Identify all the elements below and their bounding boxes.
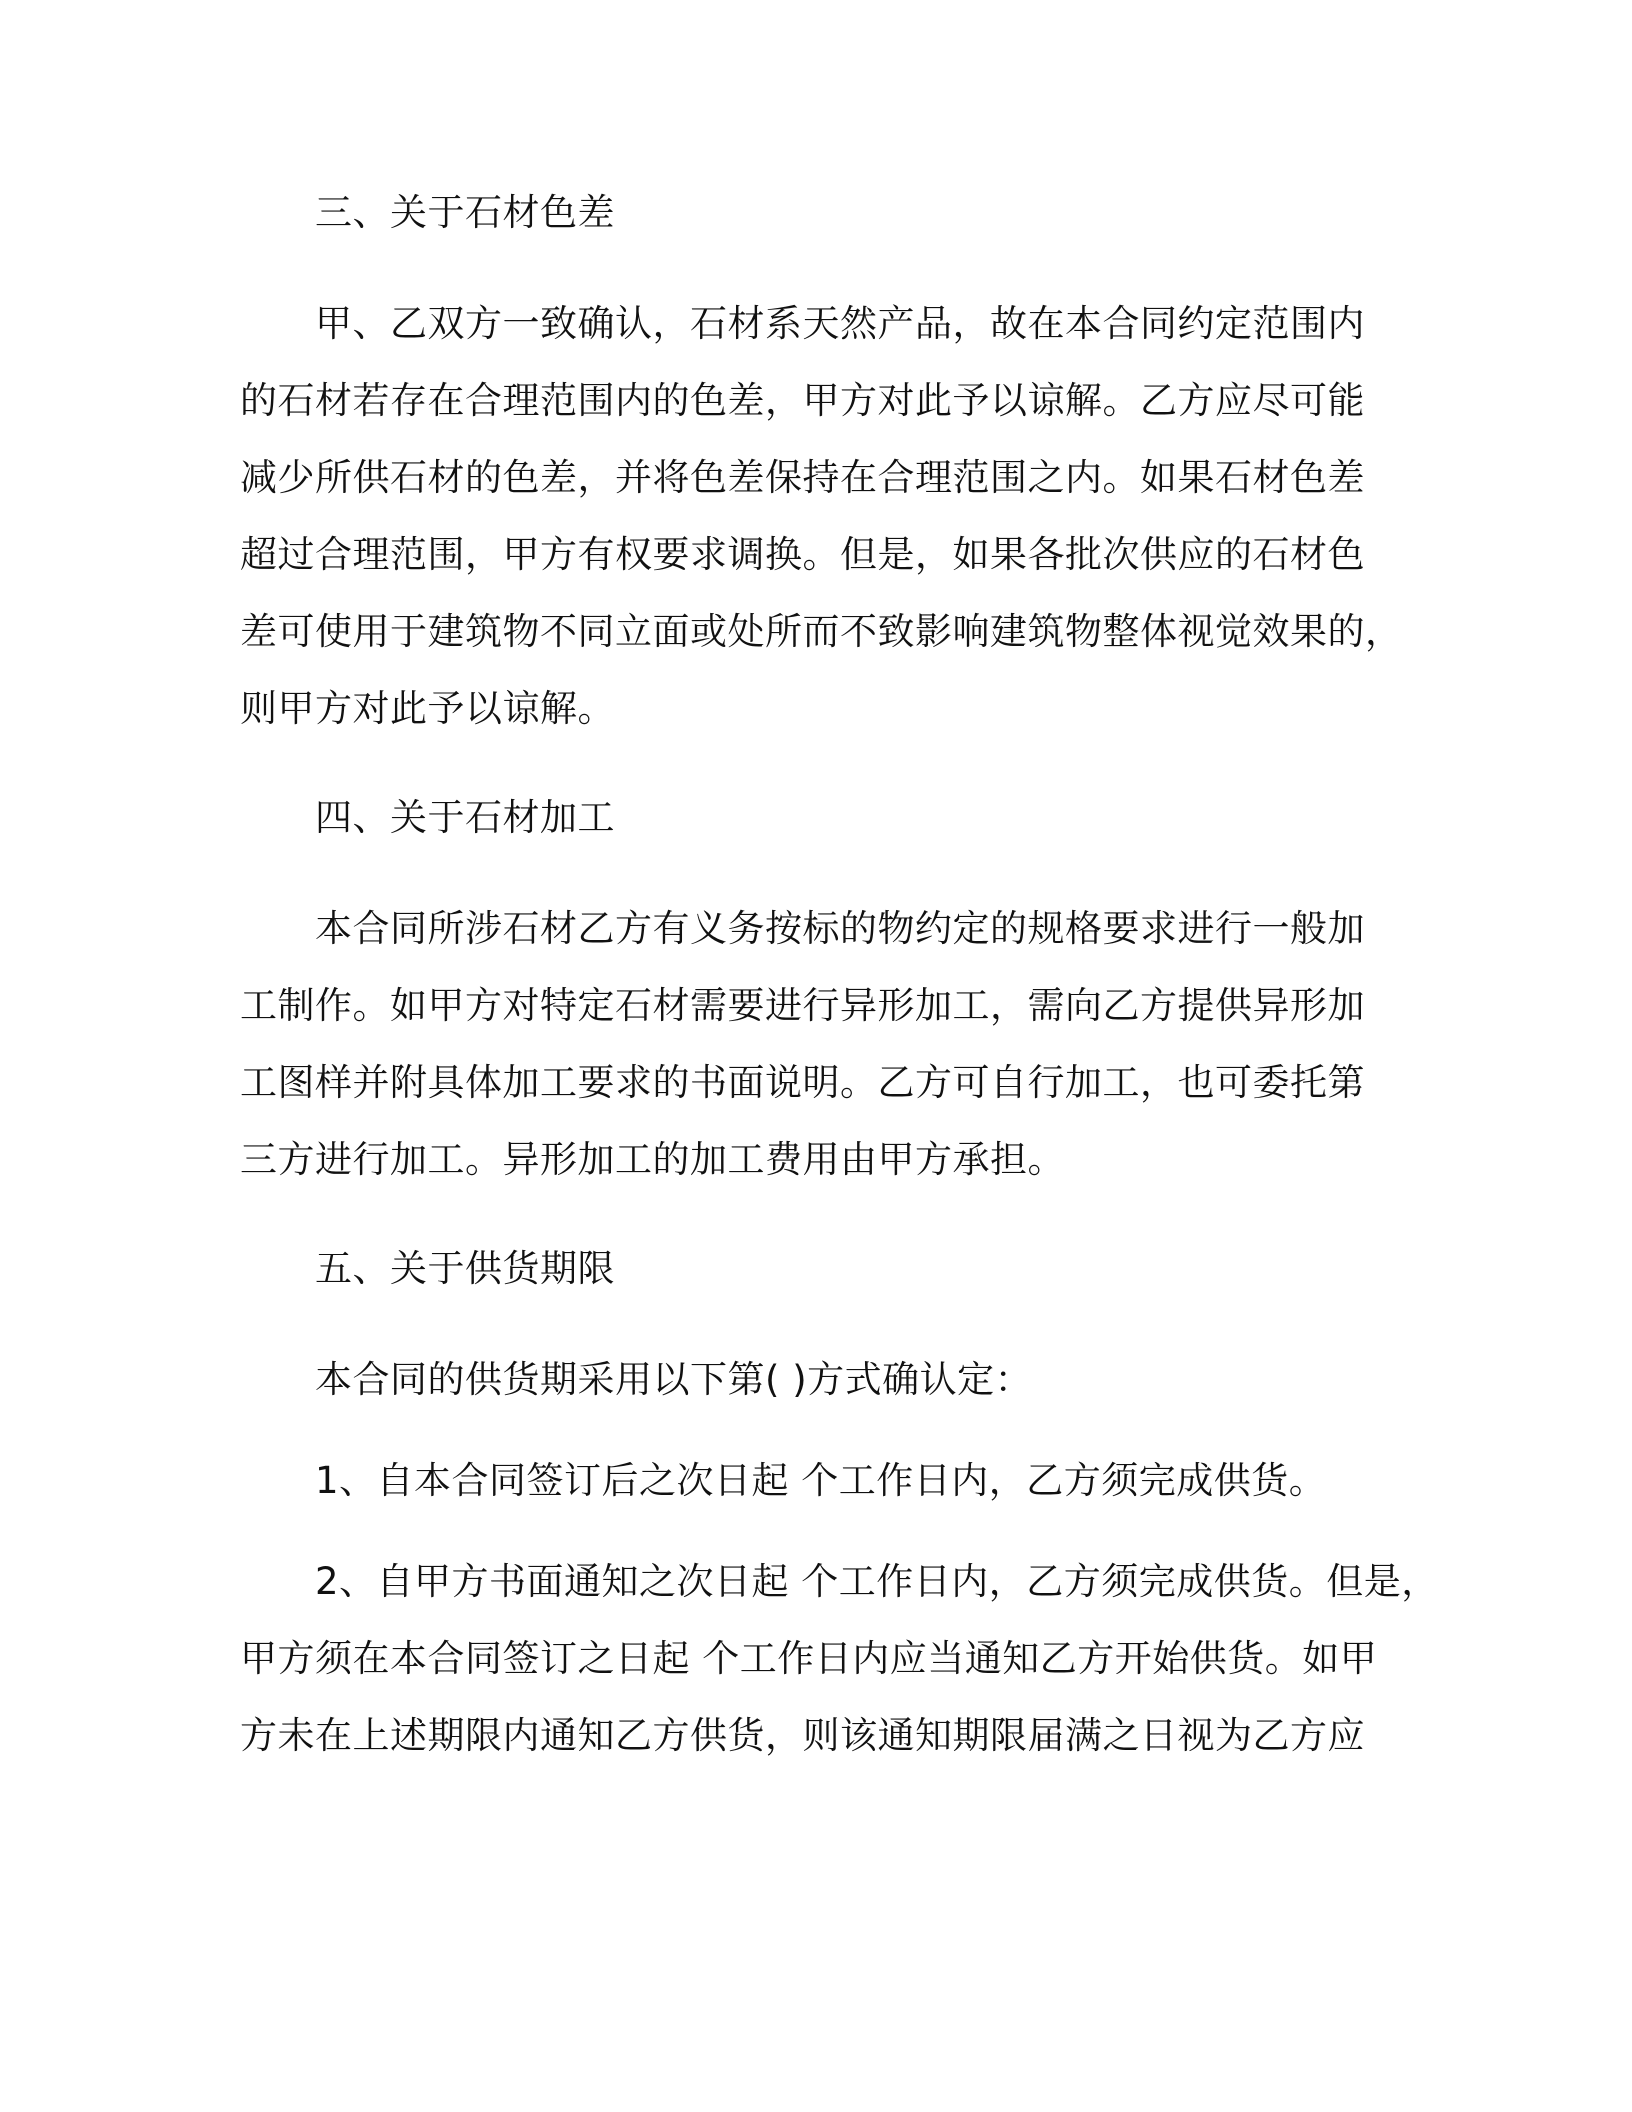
text-line: 减少所供石材的色差，并将色差保持在合理范围之内。如果石材色差: [240, 456, 1365, 499]
text-line: 则甲方对此予以谅解。: [240, 687, 615, 730]
paragraph-delivery-intro: [240, 1341, 1410, 1418]
text-line: 本合同所涉石材乙方有义务按标的物约定的规格要求进行一般加: [315, 907, 1365, 950]
text-line: 的石材若存在合理范围内的色差，甲方对此予以谅解。乙方应尽可能: [240, 379, 1365, 422]
section-heading-delivery-period: 五、关于供货期限: [315, 1247, 615, 1290]
paragraph-delivery-option-1: [240, 1442, 1410, 1519]
text-line: 超过合理范围，甲方有权要求调换。但是，如果各批次供应的石材色: [240, 533, 1365, 576]
section-heading-processing: 四、关于石材加工: [315, 796, 615, 839]
text-line: 方未在上述期限内通知乙方供货，则该通知期限届满之日视为乙方应: [240, 1714, 1365, 1757]
text-line: 差可使用于建筑物不同立面或处所而不致影响建筑物整体视觉效果的，: [240, 610, 1403, 653]
text-line: 本合同的供货期采用以下第( )方式确认定：: [315, 1358, 1033, 1401]
text-line: 工制作。如甲方对特定石材需要进行异形加工，需向乙方提供异形加: [240, 984, 1365, 1027]
text-line: 甲、乙双方一致确认，石材系天然产品，故在本合同约定范围内: [315, 302, 1365, 345]
paragraph-color-difference: [240, 285, 1410, 747]
text-line: 2、自甲方书面通知之次日起 个工作日内，乙方须完成供货。但是，: [315, 1560, 1439, 1603]
text-line: 甲方须在本合同签订之日起 个工作日内应当通知乙方开始供货。如甲: [240, 1637, 1378, 1680]
text-line: 三方进行加工。异形加工的加工费用由甲方承担。: [240, 1138, 1065, 1181]
paragraph-processing: [240, 890, 1410, 1198]
text-line: 工图样并附具体加工要求的书面说明。乙方可自行加工，也可委托第: [240, 1061, 1365, 1104]
paragraph-delivery-option-2: [240, 1543, 1439, 1774]
section-heading-color-difference: 三、关于石材色差: [315, 191, 615, 234]
document-body: [240, 188, 1439, 1820]
text-line: 1、自本合同签订后之次日起 个工作日内，乙方须完成供货。: [315, 1459, 1327, 1502]
